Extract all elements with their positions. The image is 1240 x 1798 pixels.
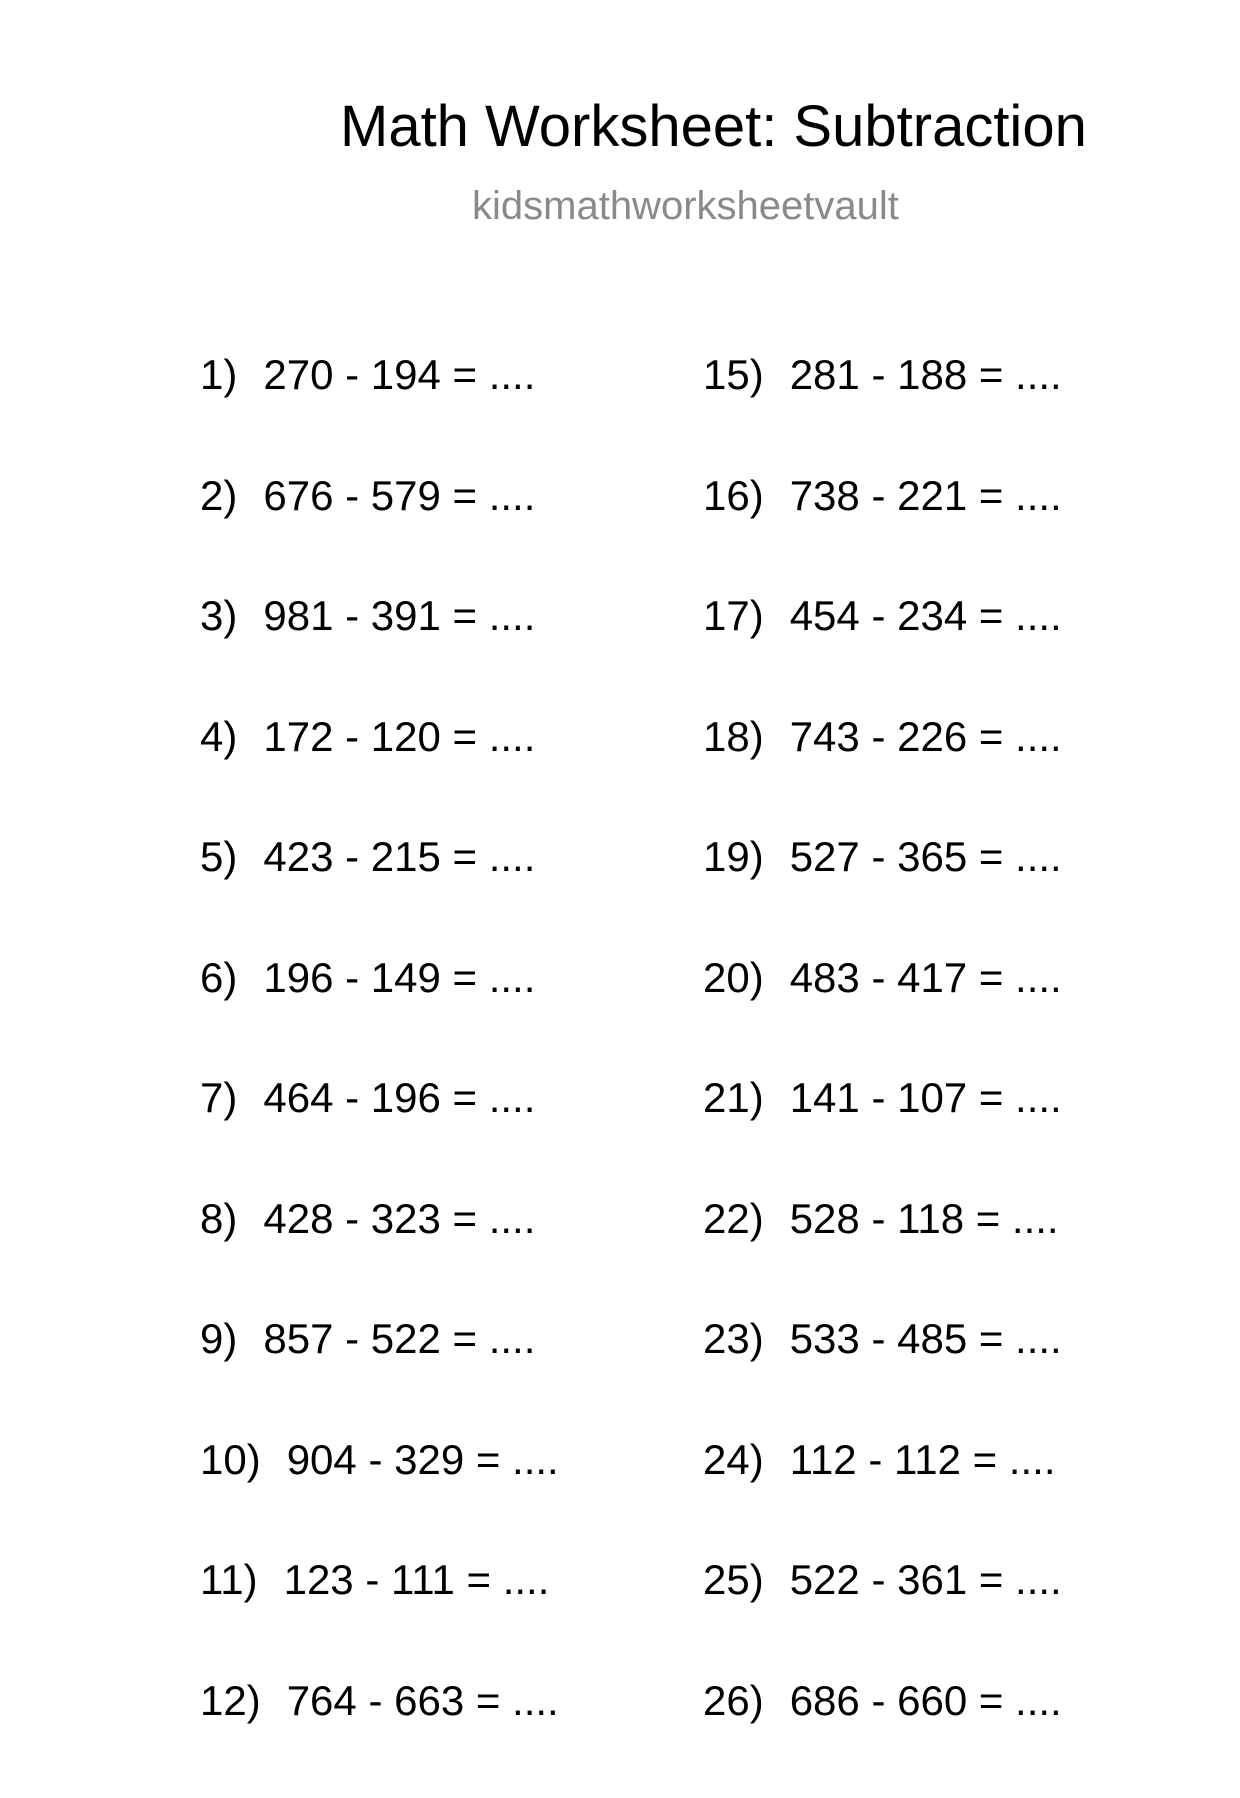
problem-item (703, 1196, 1062, 1317)
problem-item (200, 1196, 559, 1317)
problem-list-right (703, 352, 1062, 1798)
problem-expression: 423 - 215 = .... (263, 833, 535, 880)
problem-expression: 857 - 522 = .... (263, 1315, 535, 1362)
problem-expression: 483 - 417 = .... (790, 954, 1062, 1001)
problem-expression: 428 - 323 = .... (263, 1195, 535, 1242)
problem-number: 24) (703, 1436, 764, 1483)
problem-number: 1) (200, 351, 237, 398)
problem-item (703, 1557, 1062, 1678)
problem-expression: 764 - 663 = .... (287, 1677, 559, 1724)
problem-item (200, 1437, 559, 1558)
problem-number: 15) (703, 351, 764, 398)
problem-number: 2) (200, 472, 237, 519)
problem-list-left (200, 352, 559, 1798)
problem-expression: 528 - 118 = .... (790, 1195, 1059, 1242)
worksheet-source: kidsmathworksheetvault (472, 186, 899, 226)
problem-item (703, 1437, 1062, 1558)
problem-number: 26) (703, 1677, 764, 1724)
problem-number: 5) (200, 833, 237, 880)
problem-expression: 270 - 194 = .... (263, 351, 535, 398)
problem-number: 16) (703, 472, 764, 519)
problem-expression: 676 - 579 = .... (263, 472, 535, 519)
problem-item (200, 1316, 559, 1437)
problem-item (703, 834, 1062, 955)
problem-number: 10) (200, 1436, 261, 1483)
problem-expression: 281 - 188 = .... (790, 351, 1062, 398)
problem-number: 21) (703, 1074, 764, 1121)
problem-item (703, 955, 1062, 1076)
problem-number: 11) (200, 1556, 258, 1603)
problem-number: 12) (200, 1677, 261, 1724)
problem-number: 18) (703, 713, 764, 760)
problem-number: 3) (200, 592, 237, 639)
problem-number: 20) (703, 954, 764, 1001)
problem-number: 6) (200, 954, 237, 1001)
problem-expression: 738 - 221 = .... (790, 472, 1062, 519)
problem-item (703, 352, 1062, 473)
problem-item (200, 473, 559, 594)
problem-item (200, 834, 559, 955)
problem-expression: 464 - 196 = .... (263, 1074, 535, 1121)
worksheet-title: Math Worksheet: Subtraction (340, 98, 1087, 156)
problem-expression: 196 - 149 = .... (263, 954, 535, 1001)
problem-expression: 743 - 226 = .... (790, 713, 1062, 760)
problem-item (703, 1075, 1062, 1196)
problem-expression: 454 - 234 = .... (790, 592, 1062, 639)
problem-item (703, 593, 1062, 714)
problem-item (703, 1678, 1062, 1798)
problem-item (200, 1678, 559, 1798)
problem-number: 19) (703, 833, 764, 880)
problem-expression: 172 - 120 = .... (263, 713, 535, 760)
problem-expression: 123 - 111 = .... (284, 1556, 550, 1603)
problem-expression: 522 - 361 = .... (790, 1556, 1062, 1603)
problem-item (703, 473, 1062, 594)
problem-number: 23) (703, 1315, 764, 1362)
problem-item (703, 1316, 1062, 1437)
problem-item (200, 714, 559, 835)
problem-item (200, 593, 559, 714)
problem-item (200, 955, 559, 1076)
problem-expression: 981 - 391 = .... (263, 592, 535, 639)
problem-item (200, 1557, 559, 1678)
problem-expression: 533 - 485 = .... (790, 1315, 1062, 1362)
problem-item (200, 1075, 559, 1196)
problem-expression: 141 - 107 = .... (790, 1074, 1062, 1121)
problem-item (200, 352, 559, 473)
problem-number: 7) (200, 1074, 237, 1121)
problem-expression: 527 - 365 = .... (790, 833, 1062, 880)
problem-item (703, 714, 1062, 835)
problem-expression: 686 - 660 = .... (790, 1677, 1062, 1724)
problem-number: 9) (200, 1315, 237, 1362)
problem-number: 17) (703, 592, 764, 639)
problem-number: 4) (200, 713, 237, 760)
problem-expression: 904 - 329 = .... (287, 1436, 559, 1483)
problem-expression: 112 - 112 = .... (790, 1436, 1056, 1483)
problem-number: 25) (703, 1556, 764, 1603)
problem-number: 8) (200, 1195, 237, 1242)
problem-number: 22) (703, 1195, 764, 1242)
